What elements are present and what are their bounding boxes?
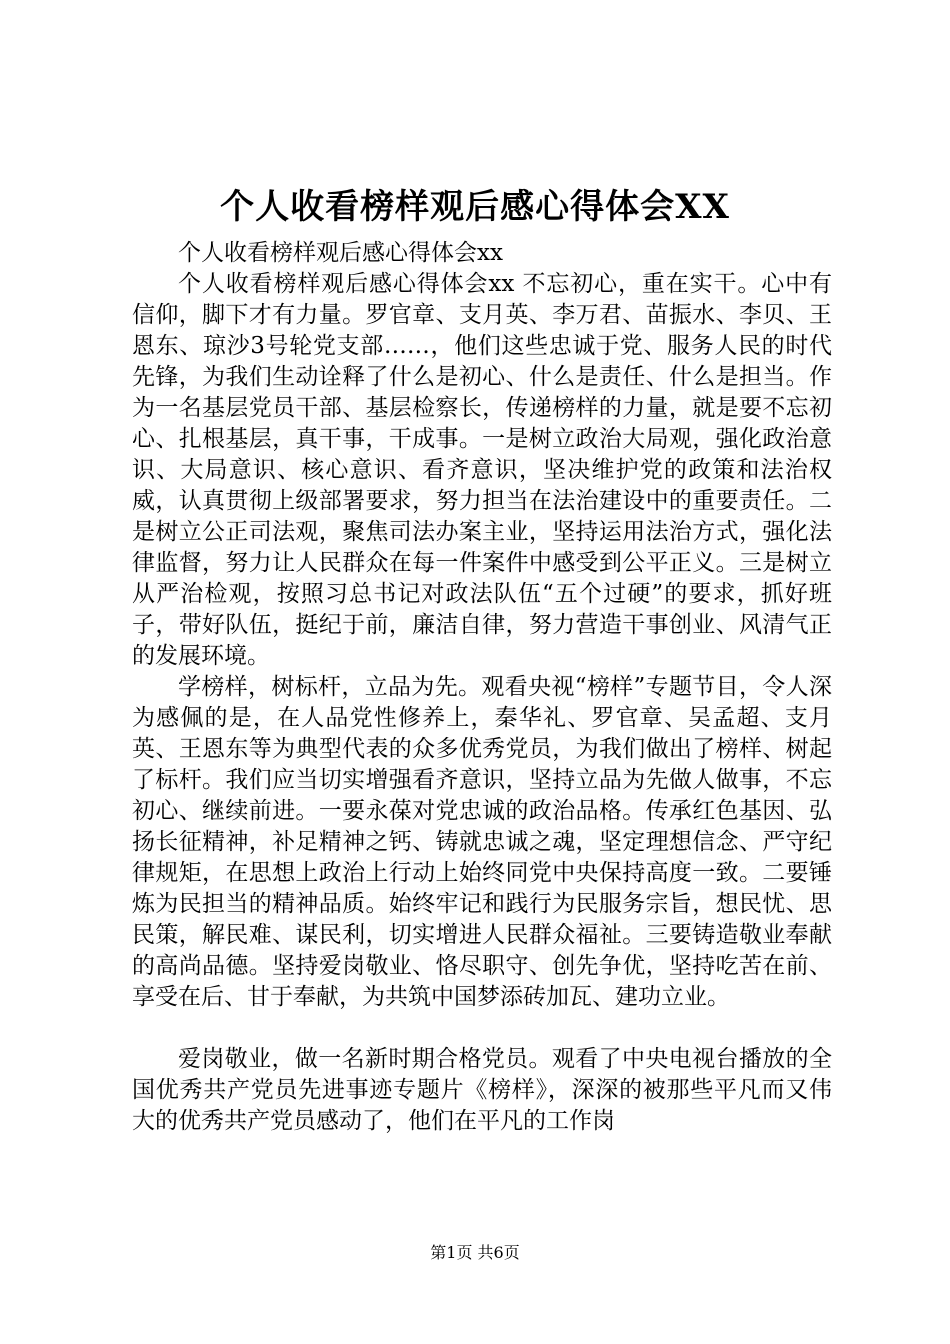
document-subtitle: 个人收看榜样观后感心得体会xx <box>178 240 503 266</box>
paragraph-3: 爱岗敬业，做一名新时期合格党员。观看了中央电视台播放的全国优秀共产党员先进事迹专题片《榜样》，深深的被那些平凡而又伟大的优秀共产党员感动了，他们在平凡的工作岗 <box>132 1046 832 1134</box>
paragraph-2: 学榜样，树标杆，立品为先。观看央视“榜样”专题节目，令人深为感佩的是，在人品党性修养上，秦华礼、罗官章、吴孟超、支月英、王恩东等为典型代表的众多优秀党员，为我们做出了榜样、树起了标杆。我们应当切实增强看齐意识，坚持立品为先做人做事，不忘初心、继续前进。一要永葆对党忠诚的政治品格。传承红色基因、弘扬长征精神，补足精神之钙、铸就忠诚之魂，坚定理想信念、严守纪律规矩，在思想上政治上行动上始终同党中央保持高度一致。二要锤炼为民担当的精神品质。始终牢记和践行为民服务宗旨，想民忧、思民策，解民难、谋民利，切实增进人民群众福祉。三要铸造敬业奉献的高尚品德。坚持爱岗敬业、恪尽职守、创先争优，坚持吃苦在前、享受在后、甘于奉献，为共筑中国梦添砖加瓦、建功立业。 <box>132 674 832 1010</box>
document-body <box>132 238 832 1137</box>
paragraph-1: 个人收看榜样观后感心得体会xx 不忘初心，重在实干。心中有信仰，脚下才有力量。罗官章、支月英、李万君、苗振水、李贝、王恩东、琼沙3号轮党支部……，他们这些忠诚于党、服务人民的时代先锋，为我们生动诠释了什么是初心、什么是责任、什么是担当。作为一名基层党员干部、基层检察长，传递榜样的力量，就是要不忘初心、扎根基层，真干事，干成事。一是树立政治大局观，强化政治意识、大局意识、核心意识、看齐意识，坚决维护党的政策和法治权威，认真贯彻上级部署要求，努力担当在法治建设中的重要责任。二是树立公正司法观，聚焦司法办案主业，坚持运用法治方式，强化法律监督，努力让人民群众在每一件案件中感受到公平正义。三是树立从严治检观，按照习总书记对政法队伍“五个过硬”的要求，抓好班子，带好队伍，挺纪于前，廉洁自律，努力营造干事创业、风清气正的发展环境。 <box>132 271 832 669</box>
document-title: 个人收看榜样观后感心得体会XX <box>220 187 730 227</box>
page-number-footer: 第1页 共6页 <box>430 1243 520 1262</box>
